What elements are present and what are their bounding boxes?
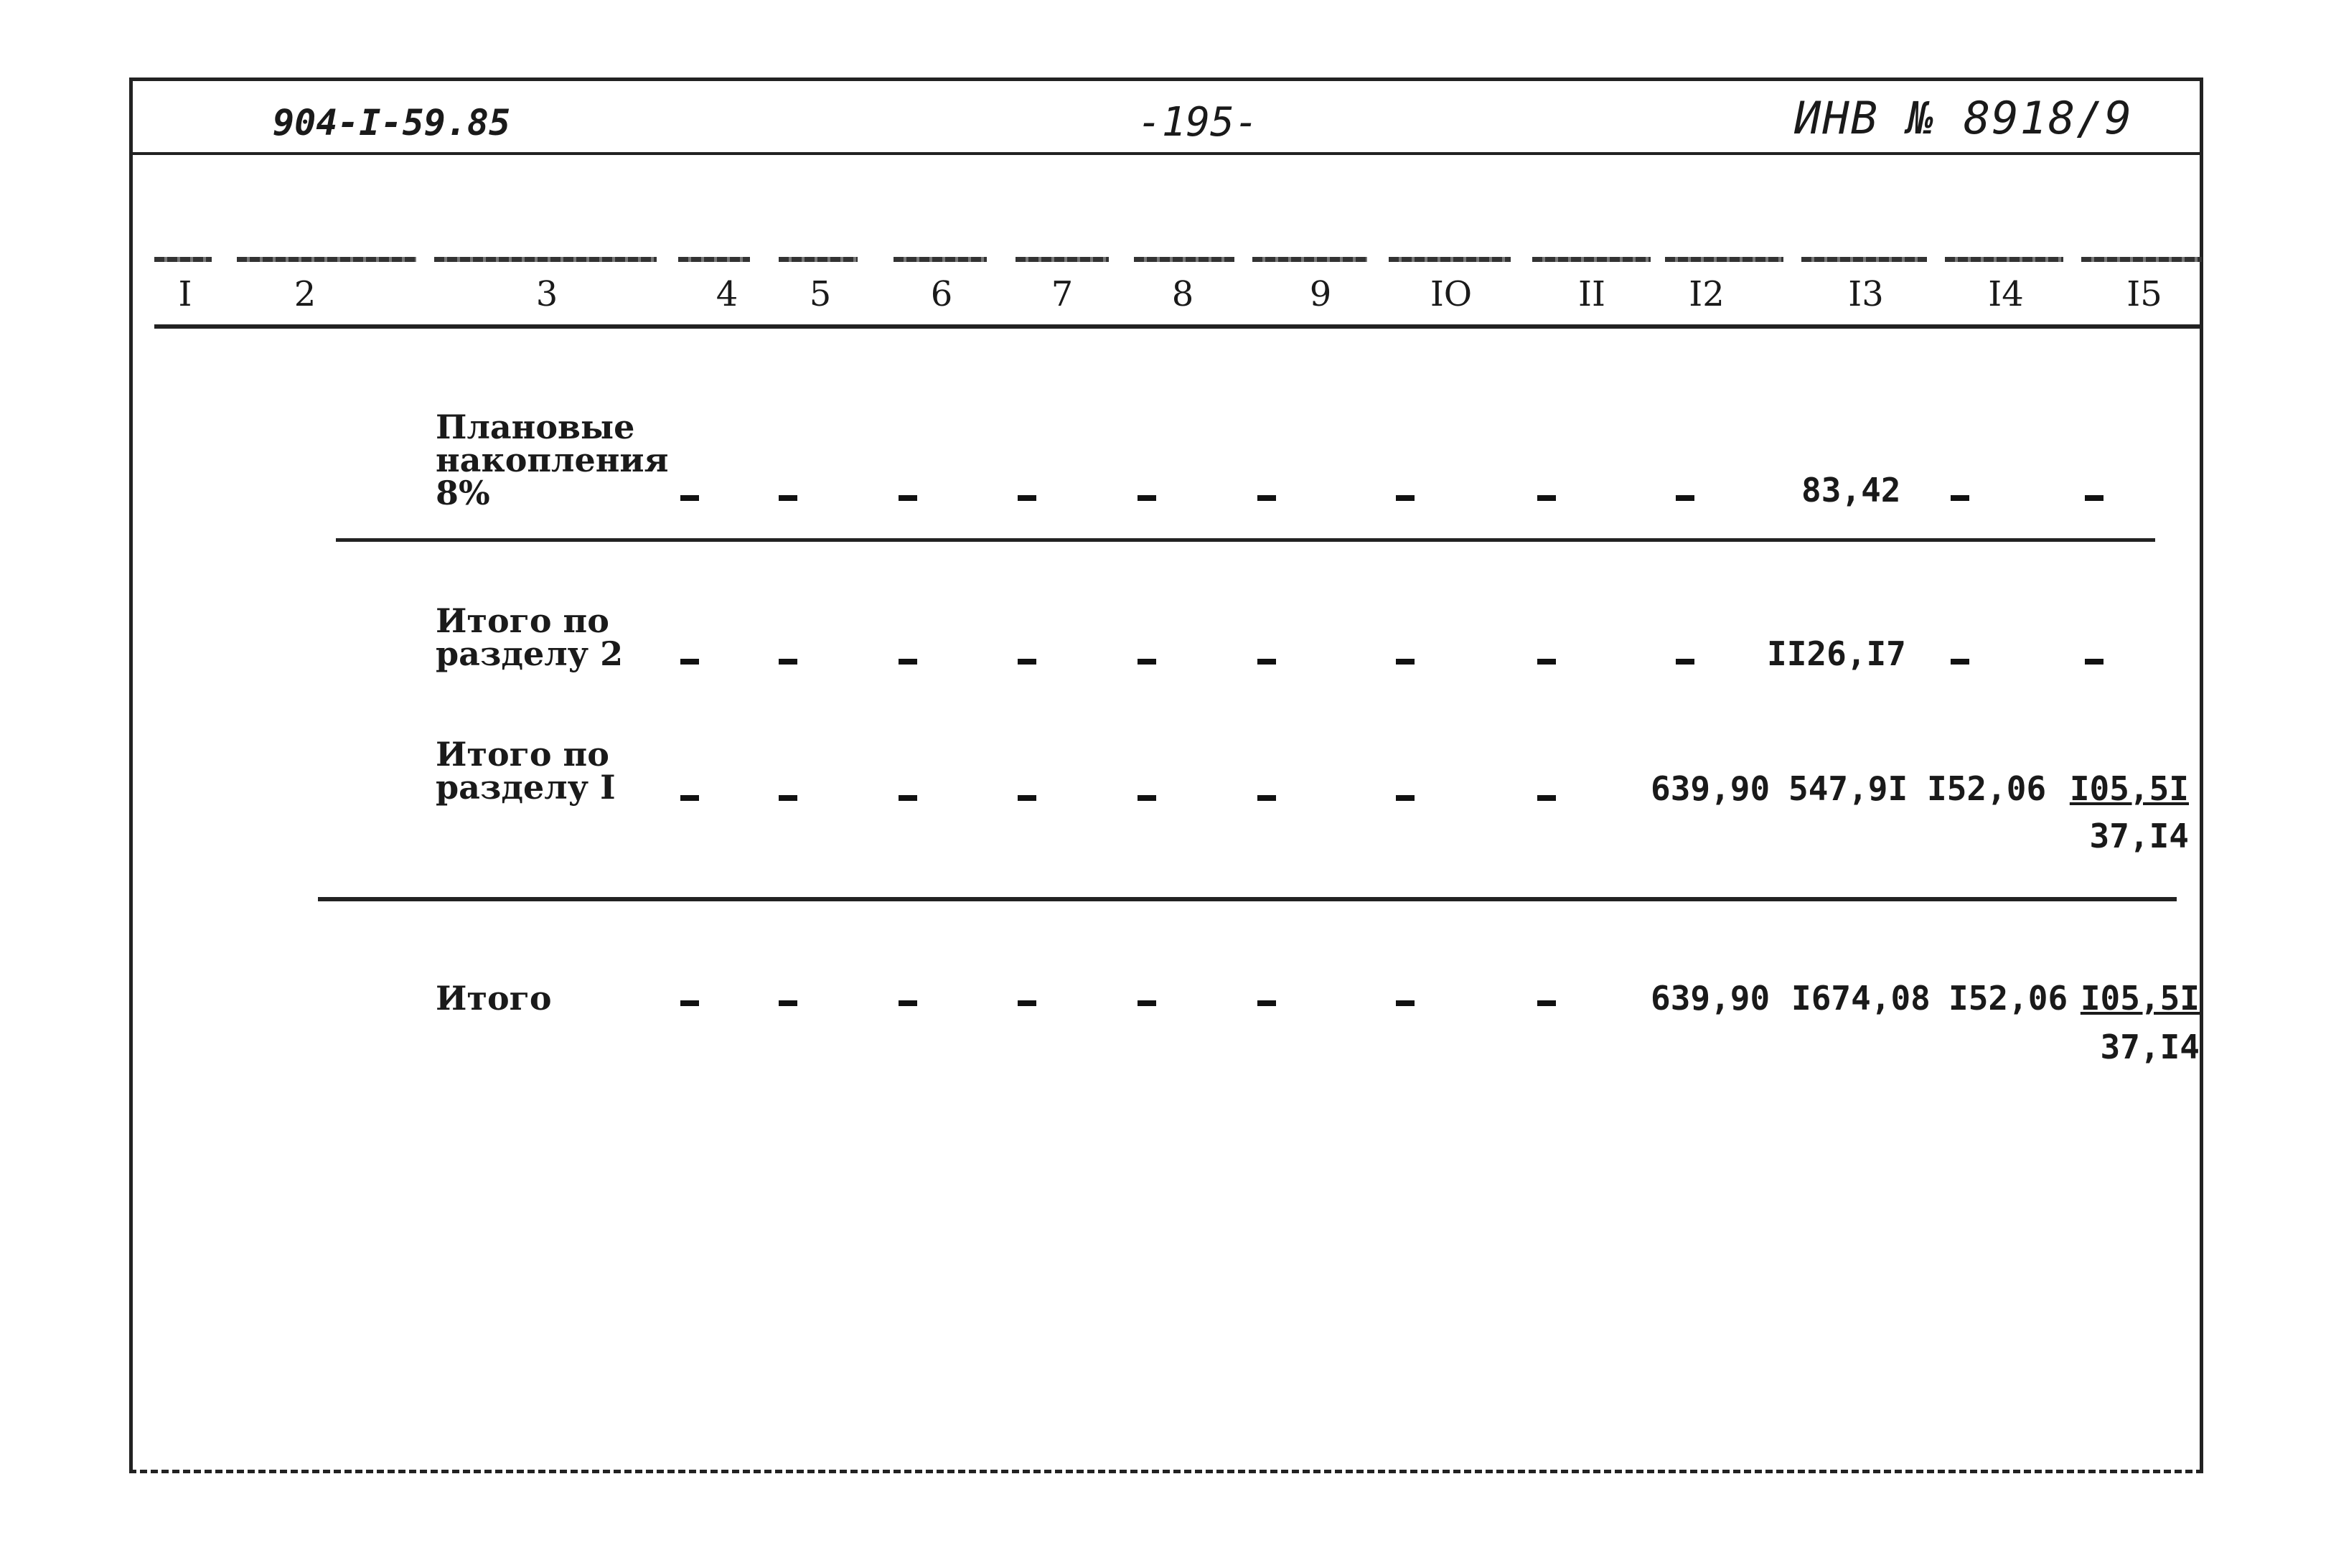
empty-cell-dash <box>1537 659 1556 665</box>
empty-cell-dash <box>1138 795 1156 801</box>
cell-value: II26,I7 <box>1767 634 1906 673</box>
column-rule <box>1945 257 2063 262</box>
empty-cell-dash <box>1138 659 1156 665</box>
column-number: 6 <box>930 274 953 314</box>
row-label-line: Итого по <box>436 735 609 774</box>
empty-cell-dash <box>899 1000 917 1006</box>
row-label <box>436 979 552 1018</box>
column-rule <box>894 257 987 262</box>
column-number: I <box>178 274 192 314</box>
empty-cell-dash <box>680 495 699 501</box>
empty-cell-dash <box>1018 795 1036 801</box>
row-label-line: 8% <box>436 474 490 512</box>
column-rule <box>237 257 416 262</box>
fraction-denominator: 37,I4 <box>2089 817 2189 855</box>
empty-cell-dash <box>1676 495 1694 501</box>
column-number: I4 <box>1988 274 2024 314</box>
column-number: 8 <box>1171 274 1194 314</box>
document-code: 904-I-59.85 <box>273 102 511 144</box>
column-rule <box>1389 257 1511 262</box>
empty-cell-dash <box>680 659 699 665</box>
empty-cell-dash <box>779 659 797 665</box>
column-rule <box>1665 257 1783 262</box>
empty-cell-dash <box>680 795 699 801</box>
column-rule <box>1016 257 1109 262</box>
empty-cell-dash <box>1018 1000 1036 1006</box>
cell-value: I52,06 <box>1927 769 2047 808</box>
column-number: 5 <box>809 274 832 314</box>
column-number: 3 <box>535 274 558 314</box>
column-rule <box>1532 257 1651 262</box>
column-number: I5 <box>2126 274 2162 314</box>
empty-cell-dash <box>680 1000 699 1006</box>
cell-value: 639,90 <box>1651 769 1770 808</box>
row-label <box>436 735 616 807</box>
column-rule <box>678 257 750 262</box>
row-separator <box>336 538 2155 542</box>
empty-cell-dash <box>1018 495 1036 501</box>
empty-cell-dash <box>1257 795 1276 801</box>
empty-cell-dash <box>1257 659 1276 665</box>
column-rule <box>1801 257 1927 262</box>
row-label <box>436 410 669 510</box>
fraction-numerator: I05,5I <box>2080 979 2200 1018</box>
page-number: -195- <box>1138 99 1259 146</box>
empty-cell-dash <box>1257 495 1276 501</box>
row-label-line: разделу I <box>436 768 616 807</box>
column-rule <box>1134 257 1234 262</box>
column-number: 2 <box>294 274 316 314</box>
column-rule <box>154 257 212 262</box>
row-label-line: разделу 2 <box>436 634 624 673</box>
column-rule <box>2081 257 2202 262</box>
header-bottom-rule <box>154 324 2203 329</box>
cell-value: 83,42 <box>1801 471 1901 510</box>
column-number: I2 <box>1689 274 1725 314</box>
empty-cell-dash <box>1396 659 1415 665</box>
column-rule <box>434 257 657 262</box>
column-number: II <box>1578 274 1605 314</box>
empty-cell-dash <box>899 659 917 665</box>
column-number: 9 <box>1309 274 1332 314</box>
empty-cell-dash <box>1676 659 1694 665</box>
empty-cell-dash <box>899 495 917 501</box>
empty-cell-dash <box>1951 659 1969 665</box>
empty-cell-dash <box>1018 659 1036 665</box>
row-separator <box>318 897 2177 901</box>
inventory-number: ИНВ № 8918/9 <box>1794 92 2133 144</box>
column-number: IO <box>1430 274 1473 314</box>
row-label-line: накопления <box>436 441 669 479</box>
column-rule <box>1252 257 1367 262</box>
fraction-denominator: 37,I4 <box>2100 1028 2200 1066</box>
empty-cell-dash <box>1951 495 1969 501</box>
empty-cell-dash <box>1396 495 1415 501</box>
cell-value: I674,08 <box>1791 979 1931 1018</box>
row-label-line: Итого <box>436 979 552 1018</box>
empty-cell-dash <box>779 795 797 801</box>
empty-cell-dash <box>1537 1000 1556 1006</box>
empty-cell-dash <box>2085 659 2103 665</box>
row-label <box>436 601 624 673</box>
empty-cell-dash <box>899 795 917 801</box>
fraction-cell <box>2070 979 2200 1066</box>
cell-value: 547,9I <box>1788 769 1908 808</box>
empty-cell-dash <box>779 1000 797 1006</box>
fraction-numerator: I05,5I <box>2069 769 2189 808</box>
cell-value: I52,06 <box>1948 979 2068 1018</box>
empty-cell-dash <box>1138 495 1156 501</box>
empty-cell-dash <box>779 495 797 501</box>
empty-cell-dash <box>1138 1000 1156 1006</box>
empty-cell-dash <box>1537 795 1556 801</box>
header-divider <box>129 152 2203 155</box>
cell-value: 639,90 <box>1651 979 1770 1018</box>
row-label-line: Итого по <box>436 601 609 640</box>
empty-cell-dash <box>1396 795 1415 801</box>
column-number: I3 <box>1848 274 1884 314</box>
row-label-line: Плановые <box>436 408 635 446</box>
column-number: 4 <box>716 274 738 314</box>
fraction-cell <box>2060 769 2189 855</box>
empty-cell-dash <box>1537 495 1556 501</box>
empty-cell-dash <box>2085 495 2103 501</box>
empty-cell-dash <box>1396 1000 1415 1006</box>
column-rule <box>779 257 858 262</box>
empty-cell-dash <box>1257 1000 1276 1006</box>
column-number: 7 <box>1051 274 1074 314</box>
